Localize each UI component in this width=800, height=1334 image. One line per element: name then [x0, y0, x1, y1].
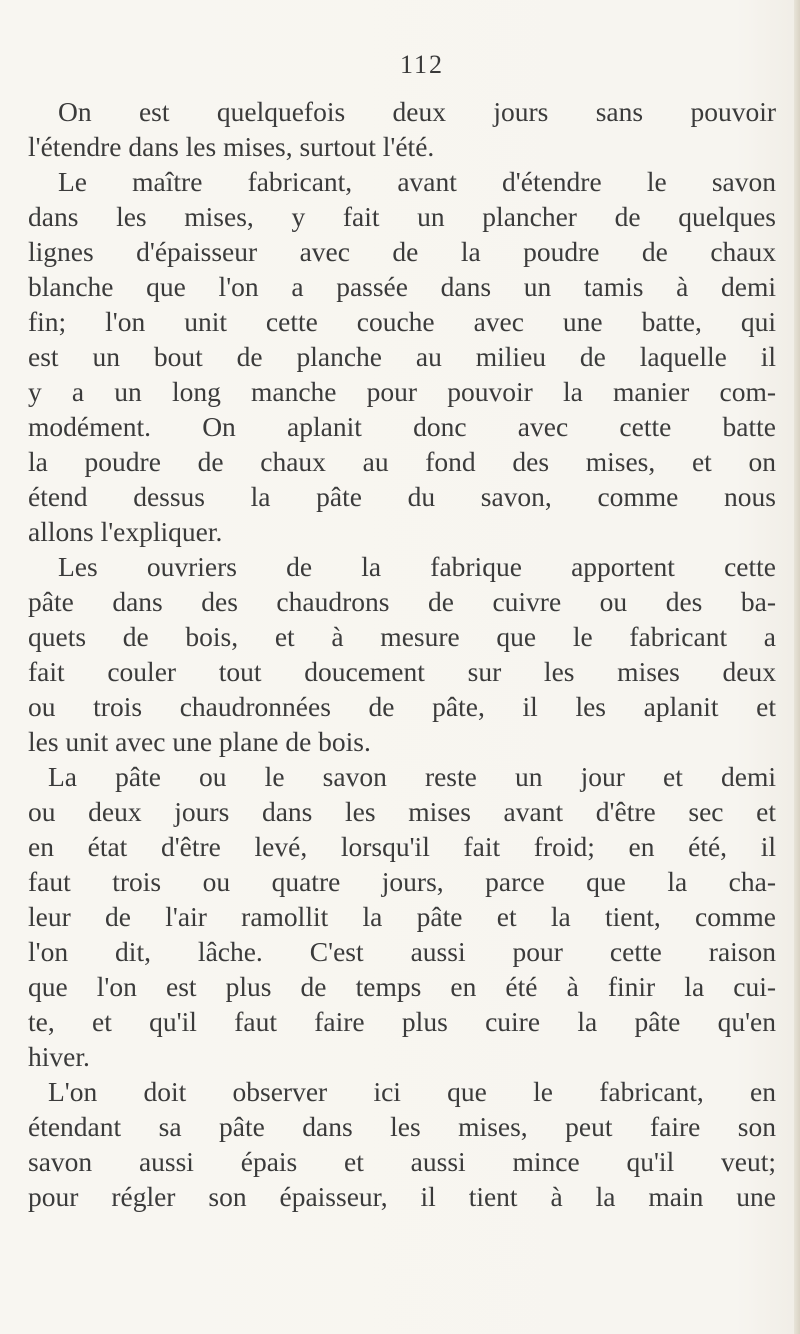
text-line: la poudre de chaux au fond des mises, et on: [28, 446, 776, 477]
text-line: te, et qu'il faut faire plus cuire la pâte qu'en: [28, 1006, 776, 1037]
text-line: fin; l'on unit cette couche avec une batte, qui: [28, 306, 776, 337]
page-edge: [794, 0, 800, 1334]
text-line: Les ouvriers de la fabrique apportent cette: [58, 551, 776, 582]
text-line: La pâte ou le savon reste un jour et demi: [48, 761, 776, 792]
text-line: ou deux jours dans les mises avant d'être sec et: [28, 796, 776, 827]
text-line: faut trois ou quatre jours, parce que la cha-: [28, 866, 776, 897]
text-line: Le maître fabricant, avant d'étendre le savon: [58, 166, 776, 197]
text-line: leur de l'air ramollit la pâte et la tient, comme: [28, 901, 776, 932]
text-line: pour régler son épaisseur, il tient à la main une: [28, 1181, 776, 1212]
text-line: modément. On aplanit donc avec cette batte: [28, 411, 776, 442]
text-line: L'on doit observer ici que le fabricant, en: [48, 1076, 776, 1107]
text-line: que l'on est plus de temps en été à finir la cui-: [28, 971, 776, 1002]
text-line: lignes d'épaisseur avec de la poudre de chaux: [28, 236, 776, 267]
text-line: étend dessus la pâte du savon, comme nous: [28, 481, 776, 512]
text-line: ou trois chaudronnées de pâte, il les aplanit et: [28, 691, 776, 722]
text-line: dans les mises, y fait un plancher de quelques: [28, 201, 776, 232]
body-text: [28, 94, 776, 1214]
text-line: savon aussi épais et aussi mince qu'il veut;: [28, 1146, 776, 1177]
text-line: pâte dans des chaudrons de cuivre ou des ba-: [28, 586, 776, 617]
text-line: l'on dit, lâche. C'est aussi pour cette raison: [28, 936, 776, 967]
text-line: l'étendre dans les mises, surtout l'été.: [28, 131, 435, 162]
text-line: en état d'être levé, lorsqu'il fait froid; en été, il: [28, 831, 776, 862]
text-line: les unit avec une plane de bois.: [28, 726, 371, 757]
text-line: est un bout de planche au milieu de laquelle il: [28, 341, 776, 372]
text-line: fait couler tout doucement sur les mises deux: [28, 656, 776, 687]
text-line: On est quelquefois deux jours sans pouvoir: [58, 96, 776, 127]
text-line: hiver.: [28, 1041, 90, 1072]
text-line: allons l'expliquer.: [28, 516, 223, 547]
text-line: quets de bois, et à mesure que le fabricant a: [28, 621, 776, 652]
page-number: 112: [400, 50, 445, 79]
text-line: étendant sa pâte dans les mises, peut faire son: [28, 1111, 776, 1142]
text-line: blanche que l'on a passée dans un tamis à demi: [28, 271, 776, 302]
text-line: y a un long manche pour pouvoir la manier com-: [28, 376, 776, 407]
